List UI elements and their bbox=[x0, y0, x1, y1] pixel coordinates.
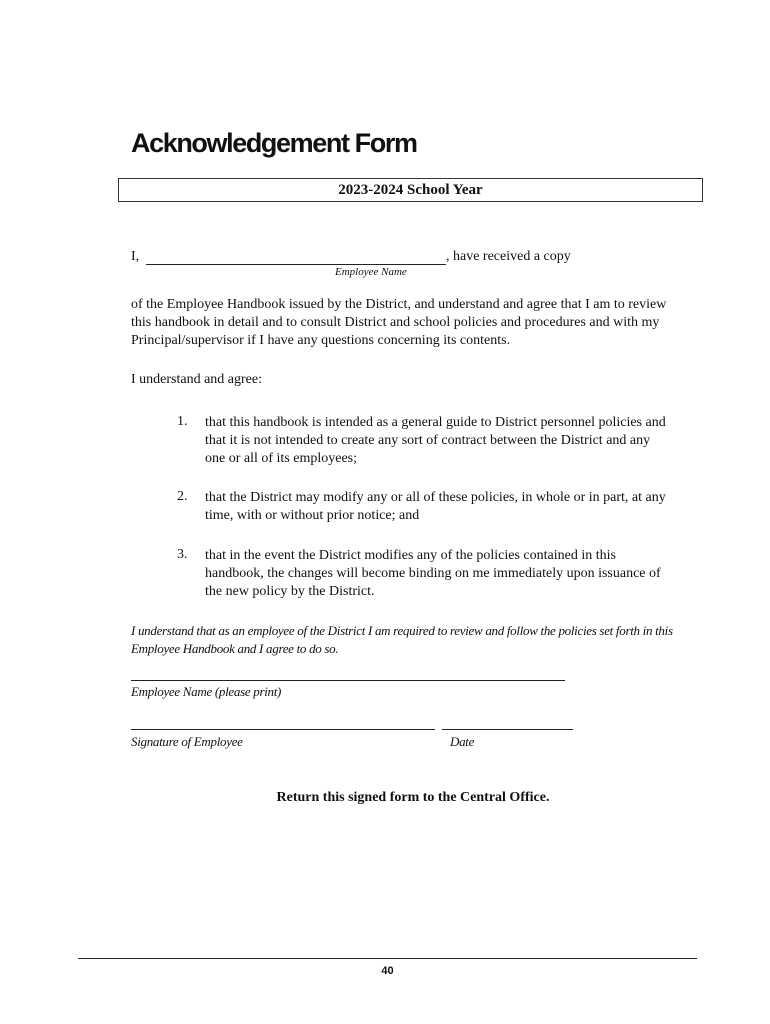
list-item-line: that this handbook is intended as a general guide to District personnel policies and bbox=[205, 415, 666, 430]
list-item bbox=[205, 547, 705, 601]
list-item-line: handbook, the changes will become binding on me immediately upon issuance of bbox=[205, 566, 661, 581]
list-item-line: that in the event the District modifies any of the policies contained in this bbox=[205, 548, 616, 563]
list-item bbox=[205, 414, 705, 468]
employee-name-print-line[interactable] bbox=[131, 680, 565, 681]
signature-label: Signature of Employee bbox=[131, 734, 243, 749]
employee-name-print-label: Employee Name (please print) bbox=[131, 684, 282, 699]
intro-prefix: I, bbox=[131, 249, 140, 264]
list-item-line: time, with or without prior notice; and bbox=[205, 508, 420, 523]
list-item-number: 1. bbox=[177, 414, 188, 429]
handbook-paragraph bbox=[131, 296, 711, 350]
statement-line: I understand that as an employee of the District I am required to review and follow the policies set forth in this bbox=[131, 623, 673, 638]
form-title: Acknowledgement Form bbox=[131, 128, 417, 158]
statement-line: Employee Handbook and I agree to do so. bbox=[131, 641, 339, 656]
date-label: Date bbox=[450, 734, 475, 749]
school-year-box: 2023-2024 School Year bbox=[118, 178, 703, 202]
employee-name-caption: Employee Name bbox=[335, 266, 407, 278]
paragraph-line: of the Employee Handbook issued by the District, and understand and agree that I am to review bbox=[131, 297, 667, 312]
list-item bbox=[205, 489, 705, 525]
date-line[interactable] bbox=[442, 729, 573, 730]
employee-name-blank[interactable] bbox=[146, 264, 446, 265]
list-item-line: that the District may modify any or all of these policies, in whole or in part, at any bbox=[205, 490, 666, 505]
agree-heading: I understand and agree: bbox=[131, 372, 262, 387]
paragraph-line: Principal/supervisor if I have any questions concerning its contents. bbox=[131, 333, 511, 348]
list-item-number: 2. bbox=[177, 489, 188, 504]
intro-suffix: , have received a copy bbox=[446, 249, 571, 264]
list-item-number: 3. bbox=[177, 547, 188, 562]
footer-divider bbox=[78, 958, 697, 959]
list-item-line: that it is not intended to create any sort of contract between the District and any bbox=[205, 433, 651, 448]
page-number: 40 bbox=[381, 965, 394, 977]
list-item-line: one or all of its employees; bbox=[205, 451, 358, 466]
return-instruction: Return this signed form to the Central Office. bbox=[276, 790, 550, 805]
list-item-line: the new policy by the District. bbox=[205, 584, 375, 599]
paragraph-line: this handbook in detail and to consult District and school policies and procedures and with my bbox=[131, 315, 660, 330]
signature-line[interactable] bbox=[131, 729, 435, 730]
